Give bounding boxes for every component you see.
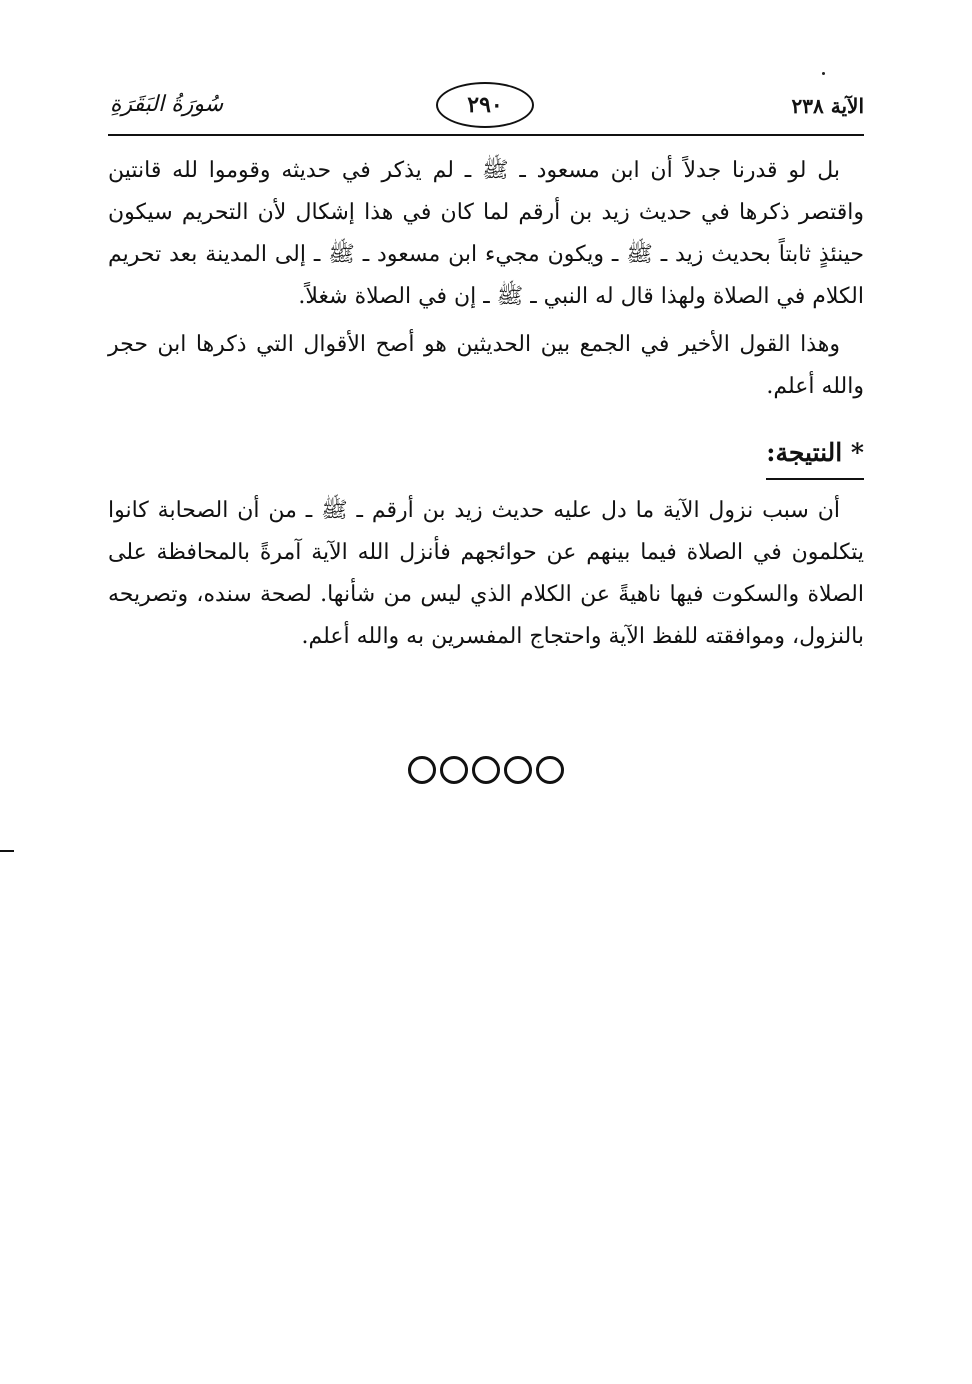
paragraph-1: بل لو قدرنا جدلاً أن ابن مسعود ـ ﷺ ـ لم يذكر في حديثه وقوموا لله قانتين واقتصر ذكرها في حديث زيد بن أرقم لما كان في هذا إشكال لأن التحريم سيكون حينئذٍ ثابتاً بحديث زيد ـ ﷺ ـ ويكون مجيء ابن مسعود ـ ﷺ ـ إلى المدينة بعد تحريم الكلام في الصلاة ولهذا قال له النبي ـ ﷺ ـ إن في الصلاة شغلاً. — [108, 158, 864, 309]
result-heading-block — [108, 432, 864, 486]
body-text — [108, 150, 864, 658]
page-number-text: ٢٩٠ — [467, 92, 503, 118]
scan-speck — [822, 72, 825, 75]
ornament-circle — [536, 756, 564, 784]
paragraph-2: وهذا القول الأخير في الجمع بين الحديثين هو أصح الأقوال التي ذكرها ابن حجر والله أعلم. — [108, 332, 864, 399]
paragraph-3: أن سبب نزول الآية ما دل عليه حديث زيد بن أرقم ـ ﷺ ـ من أن الصحابة كانوا يتكلمون في الصلاة فيما بينهم عن حوائجهم فأنزل الله الآية آمرةً بالمحافظة على الصلاة والسكوت فيها ناهيةً عن الكلام الذي ليس من شأنها. لصحة سنده، وتصريحه بالنزول، وموافقته للفظ الآية واحتجاج المفسرين به والله أعلم. — [108, 498, 864, 649]
ornament-circle — [504, 756, 532, 784]
header-divider — [108, 134, 864, 136]
page-header — [108, 82, 864, 138]
ornament-circle — [472, 756, 500, 784]
ornament-circle — [408, 756, 436, 784]
end-ornament — [0, 756, 972, 784]
surah-title: سُورَةُ البَقَرَةِ — [110, 92, 224, 117]
result-heading: * النتيجة: — [766, 432, 864, 480]
verse-label: الآية ٢٣٨ — [791, 94, 864, 118]
margin-mark — [0, 850, 14, 852]
page-number — [436, 82, 534, 128]
ornament-circle — [440, 756, 468, 784]
